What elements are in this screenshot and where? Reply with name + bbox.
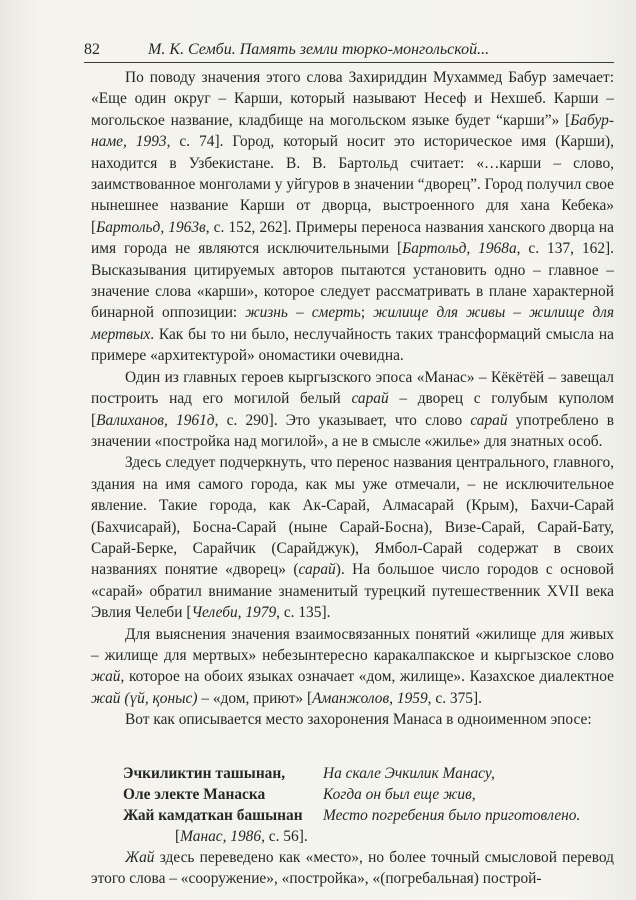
paragraph-zhai: Для выяснения значения взаимосвязанных понятий «жилище для живых – жилище для мертвых» небезынтересно каракалпакское и кыргызское слово жай, которое на обоих языках означает «дом, жилище». Казахское диалектное жай (үй, қоныс) – «дом, приют» [Аманжолов, 1959, с. 375].: [91, 625, 614, 707]
emphasis: сарай: [351, 390, 389, 408]
emphasis: жизнь – смерть: [245, 304, 361, 322]
epic-quote: [123, 763, 583, 847]
poem-translation: Когда он был еще жив,: [323, 785, 476, 803]
emphasis: жай: [91, 668, 121, 686]
poem-original: Эчкиликтин ташынан,: [123, 764, 286, 782]
poem-source: [Манас, 1986, с. 56].: [175, 827, 308, 845]
poem-line: [123, 784, 583, 805]
poem-original: Жай камдаткан башынан: [123, 806, 303, 824]
emphasis: сарай: [298, 561, 336, 579]
poem-line: [123, 805, 583, 826]
citation: Валиханов, 1961д: [96, 411, 215, 429]
citation: Аманжолов, 1959: [312, 689, 428, 707]
emphasis: жилище для живы – жилище для мертвых: [91, 304, 614, 343]
citation: Бартольд, 1963в: [96, 218, 206, 236]
poem-translation: На скале Эчкилик Манасу,: [323, 764, 495, 782]
paragraph-manas-saray: Один из главных героев кыргызского эпоса «Манас» – Кёкётёй – завещал построить над его могилой белый сарай – дворец с голубым куполом [Валиханов, 1961д, с. 290]. Это указывает, что слово сарай употреблено в значении «постройка над могилой», а не в смысле «жилье» для знатных особ.: [91, 368, 615, 450]
citation: Бартольд, 1968а: [402, 240, 517, 258]
running-head: М. К. Семби. Память земли тюрко-монгольской...: [148, 41, 490, 58]
paragraph-karshi: По поводу значения этого слова Захириддин Мухаммед Бабур замечает: «Еще один округ – Карши, который называют Несеф и Нехшеб. Карши – могольское название, кладбище на могольском языке будет “карши”» [Бабур-наме, 1993, с. 74]. Город, который носит это историческое имя (Карши), находится в Узбекистане. В. В. Бартольд считает: «…карши – слово, заимствованное монголами у уйгуров в значении “дворец”. Город получил свое нынешнее название Карши от дворца, выстроенного для хана Кебека» [Бартольд, 1963в, с. 152, 262]. Примеры переноса названия ханского дворца на имя города не являются исключительными [Бартольд, 1968а, с. 137, 162]. Высказывания цитируемых авторов пытаются установить одно – главное – значение слова «карши», которое следует рассматривать в плане характерной бинарной оппозиции: жизнь – смерть; жилище для живы – жилище для мертвых. Как бы то ни было, неслучайность таких трансформаций смысла на примере «архитектурой» ономастики очевидна.: [91, 69, 614, 365]
emphasis: жай (үй, қоныс): [91, 689, 198, 707]
page-header: [84, 40, 614, 63]
citation: Бабур-наме, 1993: [91, 111, 614, 151]
citation: Челеби, 1979: [191, 604, 277, 622]
poem-translation: Место погребения было приготовлено.: [323, 806, 581, 824]
emphasis: Жай: [125, 848, 155, 866]
page-body: [91, 67, 614, 889]
poem-line: [123, 763, 583, 784]
paragraph-cities: Здесь следует подчеркнуть, что перенос названия центрального, главного, здания на имя самого города, как мы уже отмечали, – не исключительное явление. Такие города, как Ак-Сарай, Алмасарай (Крым), Бахчи-Сарай (Бахчисарай), Босна-Сарай (ныне Сарай-Босна), Визе-Сарай, Сарай-Бату, Сарай-Берке, Сарайчик (Сарайджук), Ямбол-Сарай содержат в своих названиях понятие «дворец» (сарай). На большое число городов с основой «сарай» обратил внимание знаменитый турецкий путешественник XVII века Эвлия Челеби [Челеби, 1979, с. 135].: [91, 454, 615, 622]
page-number: 82: [84, 41, 100, 58]
paragraph-epic-intro: Вот как описывается место захоронения Манаса в одноименном эпосе:: [125, 711, 592, 729]
emphasis: сарай: [470, 411, 508, 429]
citation: Манас, 1986: [180, 827, 262, 845]
poem-original: Оле электе Манаска: [123, 785, 266, 803]
paragraph-translation-note: Жай здесь переведено как «место», но более точный смысловой перевод этого слова – «сооружение», «постройка», «(погребальная) построй-: [91, 848, 614, 887]
